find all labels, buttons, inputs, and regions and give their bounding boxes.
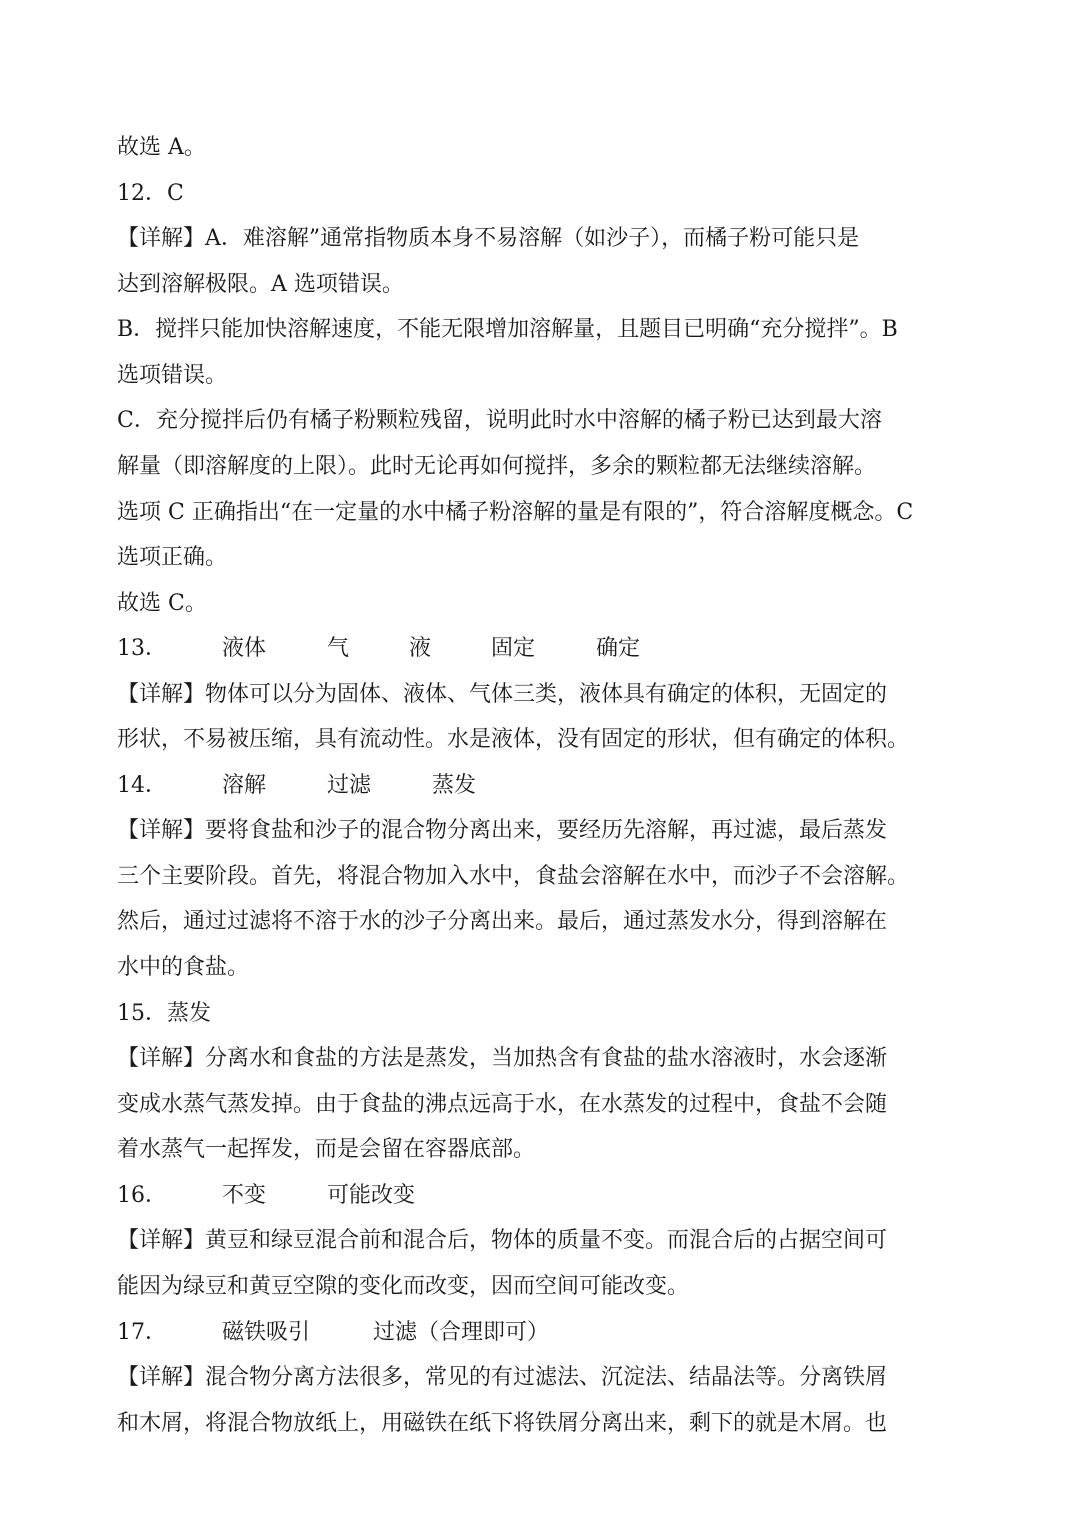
text-line: B．搅拌只能加快溶解速度，不能无限增加溶解量，且题目已明确“充分搅拌”。B <box>117 317 898 342</box>
answer-heading-15: 15．蒸发 <box>117 1001 211 1026</box>
answer-heading-12: 12．C <box>117 181 184 206</box>
answer-heading-14 <box>117 771 477 801</box>
text-line: 【详解】物体可以分为固体、液体、气体三类，液体具有确定的体积，无固定的 <box>117 682 888 707</box>
answer-blank: 磁铁吸引 <box>222 1320 311 1345</box>
text-line: 选项正确。 <box>117 545 228 570</box>
answer-heading-13 <box>117 634 641 664</box>
text-line: 故选 A。 <box>117 135 206 160</box>
answer-blank: 蒸发 <box>432 773 477 798</box>
answer-blank: 气 <box>327 636 350 661</box>
text-line: 形状，不易被压缩，具有流动性。水是液体，没有固定的形状，但有确定的体积。 <box>117 727 910 752</box>
answer-blank: 液体 <box>222 636 267 661</box>
text-line: 【详解】A．难溶解”通常指物质本身不易溶解（如沙子），而橘子粉可能只是 <box>117 226 860 251</box>
answer-blank: 固定 <box>491 636 536 661</box>
question-number: 16． <box>117 1183 167 1208</box>
answer-blank: 液 <box>409 636 432 661</box>
text-line: 选项 C 正确指出“在一定量的水中橘子粉溶解的量是有限的”，符合溶解度概念。C <box>117 500 914 525</box>
answer-heading-17 <box>117 1318 550 1348</box>
text-line: 解量（即溶解度的上限）。此时无论再如何搅拌，多余的颗粒都无法继续溶解。 <box>117 454 877 479</box>
answer-blank: 不变 <box>222 1183 267 1208</box>
answer-blank: 过滤 <box>327 773 372 798</box>
text-line: 和木屑，将混合物放纸上，用磁铁在纸下将铁屑分离出来，剩下的就是木屑。也 <box>117 1411 888 1436</box>
text-line: 水中的食盐。 <box>117 955 250 980</box>
answer-blank: 过滤（合理即可） <box>373 1320 550 1345</box>
answer-blank: 确定 <box>596 636 641 661</box>
text-line: 【详解】分离水和食盐的方法是蒸发，当加热含有食盐的盐水溶液时，水会逐渐 <box>117 1046 888 1071</box>
text-line: 选项错误。 <box>117 363 228 388</box>
text-line: 【详解】混合物分离方法很多，常见的有过滤法、沉淀法、结晶法等。分离铁屑 <box>117 1365 888 1390</box>
text-line: C．充分搅拌后仍有橘子粉颗粒残留，说明此时水中溶解的橘子粉已达到最大溶 <box>117 408 882 433</box>
text-line: 【详解】要将食盐和沙子的混合物分离出来，要经历先溶解，再过滤，最后蒸发 <box>117 818 888 843</box>
text-line: 【详解】黄豆和绿豆混合前和混合后，物体的质量不变。而混合后的占据空间可 <box>117 1228 888 1253</box>
answer-heading-16 <box>117 1181 416 1211</box>
text-line: 着水蒸气一起挥发，而是会留在容器底部。 <box>117 1137 536 1162</box>
text-line: 三个主要阶段。首先，将混合物加入水中，食盐会溶解在水中，而沙子不会溶解。 <box>117 864 910 889</box>
question-number: 13． <box>117 636 167 661</box>
question-number: 17． <box>117 1320 167 1345</box>
answer-blank: 可能改变 <box>327 1183 416 1208</box>
question-number: 14． <box>117 773 167 798</box>
text-line: 故选 C。 <box>117 591 207 616</box>
answer-blank: 溶解 <box>222 773 267 798</box>
text-line: 变成水蒸气蒸发掉。由于食盐的沸点远高于水，在水蒸发的过程中，食盐不会随 <box>117 1092 888 1117</box>
text-line: 能因为绿豆和黄豆空隙的变化而改变，因而空间可能改变。 <box>117 1274 690 1299</box>
text-line: 达到溶解极限。A 选项错误。 <box>117 272 404 297</box>
text-line: 然后，通过过滤将不溶于水的沙子分离出来。最后，通过蒸发水分，得到溶解在 <box>117 909 888 934</box>
